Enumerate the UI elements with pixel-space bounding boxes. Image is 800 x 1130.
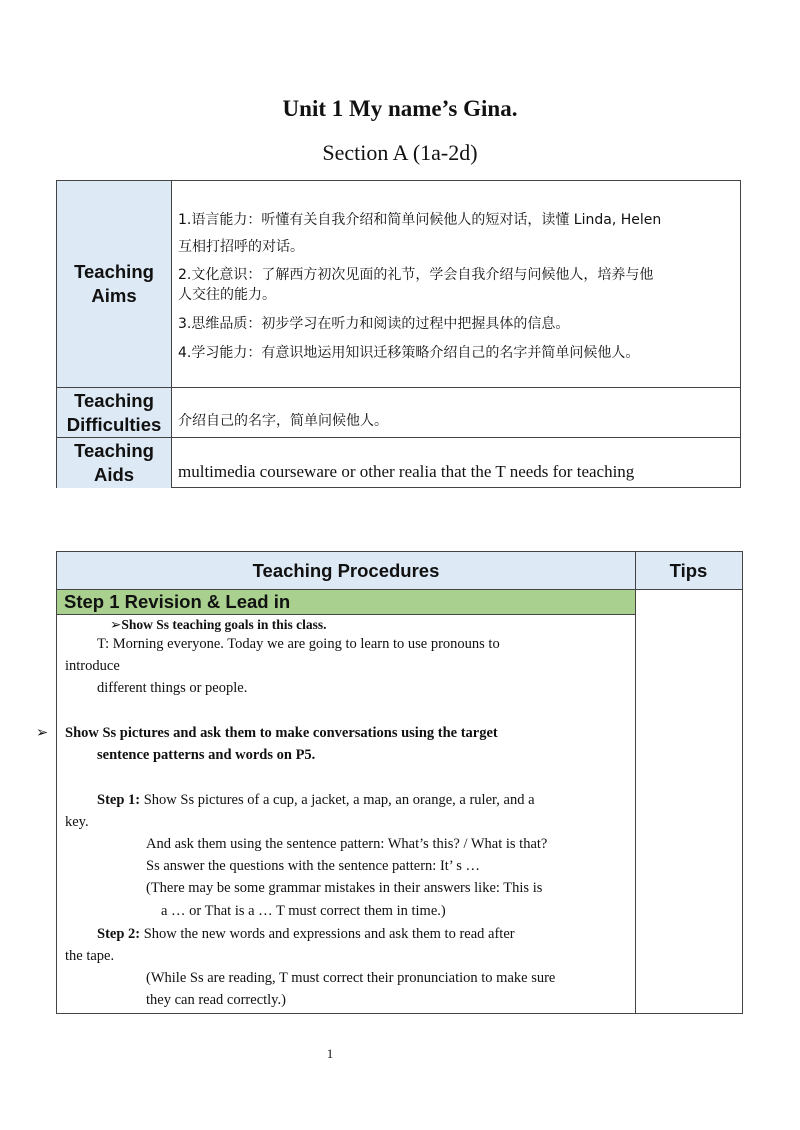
step1-cont: key. [65, 814, 89, 830]
step2-cont: the tape. [65, 948, 115, 964]
step2-note-1: (While Ss are reading, T must correct their pronunciation to make sure [146, 970, 556, 986]
procedures-header: Teaching Procedures [57, 552, 635, 590]
pictures-line-1: Show Ss pictures and ask them to make conversations using the target [65, 725, 498, 741]
intro-line-2: introduce [65, 658, 120, 674]
aim-2-cont: 人交往的能力。 [178, 287, 276, 303]
aim-3: 3.思维品质：初步学习在听力和阅读的过程中把握具体的信息。 [178, 316, 570, 332]
goals-item: ➢Show Ss teaching goals in this class. [110, 617, 327, 633]
step1-answer: Ss answer the questions with the sentence pattern: It’ s … [146, 858, 480, 874]
document-title: Unit 1 My name’s Gina. [282, 96, 518, 121]
arrow-bullet-icon: ➢ [36, 725, 49, 741]
step1-heading: Step 1 Revision & Lead in [57, 590, 635, 615]
tips-header: Tips [635, 552, 742, 590]
page-number: 1 [326, 1046, 334, 1061]
step1-note-1: (There may be some grammar mistakes in their answers like: This is [146, 880, 543, 896]
column-divider [635, 552, 636, 1013]
document-subtitle: Section A (1a-2d) [322, 140, 478, 165]
step2-note-2: they can read correctly.) [146, 992, 286, 1008]
step1-note-2: a … or That is a … T must correct them in time.) [161, 903, 446, 919]
aids-label: Teaching Aids [57, 438, 172, 488]
step2-line: Step 2: Show the new words and expressions and ask them to read after [97, 926, 515, 942]
step1-line: Step 1: Show Ss pictures of a cup, a jacket, a map, an orange, a ruler, and a [97, 792, 535, 808]
aim-4: 4.学习能力：有意识地运用知识迁移策略介绍自己的名字并简单问候他人。 [178, 345, 640, 361]
aim-2: 2.文化意识：了解西方初次见面的礼节，学会自我介绍与问候他人，培养与他 [178, 267, 654, 283]
arrow-bullet-icon: ➢ [110, 617, 122, 633]
intro-line-1: T: Morning everyone. Today we are going to learn to use pronouns to [97, 636, 500, 652]
aids-text: multimedia courseware or other realia that the T needs for teaching [178, 462, 635, 481]
pictures-line-2: sentence patterns and words on P5. [97, 747, 316, 763]
aims-label: Teaching Aims [57, 181, 172, 387]
difficulties-label: Teaching Difficulties [57, 388, 172, 438]
intro-line-3: different things or people. [97, 680, 248, 696]
aim-1-cont: 互相打招呼的对话。 [178, 239, 304, 255]
aim-1: 1.语言能力：听懂有关自我介绍和简单问候他人的短对话，读懂 Linda, Helen [178, 212, 662, 228]
difficulties-text: 介绍自己的名字，简单问候他人。 [178, 413, 388, 429]
step1-ask: And ask them using the sentence pattern: What’s this? / What is that? [146, 836, 548, 852]
